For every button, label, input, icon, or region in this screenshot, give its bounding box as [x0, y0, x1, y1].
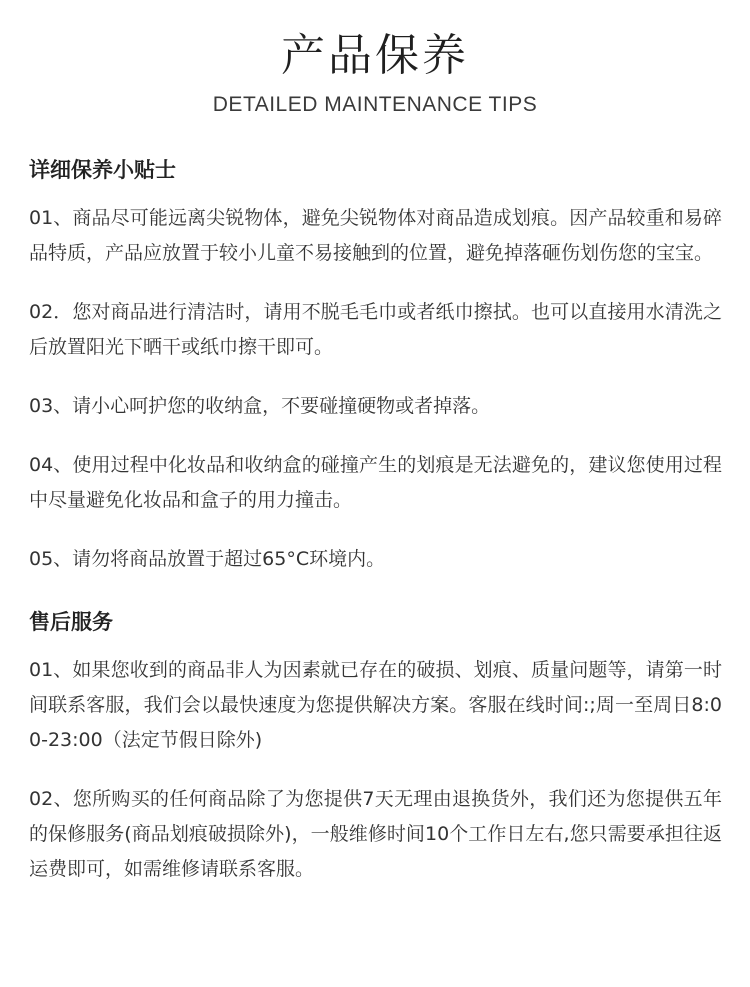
page-header [0, 0, 750, 118]
tip-item: 02．您对商品进行清洁时，请用不脱毛毛巾或者纸巾擦拭。也可以直接用水清洗之后放置阳光下晒干或纸巾擦干即可。 [29, 301, 722, 358]
tip-item: 03、请小心呵护您的收纳盒，不要碰撞硬物或者掉落。 [29, 395, 491, 417]
tip-item: 05、请勿将商品放置于超过65°C环境内。 [29, 548, 386, 570]
maintenance-tips-section [29, 155, 722, 577]
service-item: 01、如果您收到的商品非人为因素就已存在的破损、划痕、质量问题等，请第一时间联系客服，我们会以最快速度为您提供解决方案。客服在线时间:;周一至周日8:00-23:00（法定节假日除外) [29, 659, 722, 751]
section-heading: 详细保养小贴士 [29, 158, 176, 182]
content [29, 155, 722, 911]
section-heading: 售后服务 [29, 610, 113, 634]
service-item: 02、您所购买的任何商品除了为您提供7天无理由退换货外，我们还为您提供五年的保修服务(商品划痕破损除外)，一般维修时间10个工作日左右,您只需要承担往返运费即可，如需维修请联系客服。 [29, 788, 722, 880]
after-sales-section [29, 607, 722, 887]
tip-item: 04、使用过程中化妆品和收纳盒的碰撞产生的划痕是无法避免的，建议您使用过程中尽量避免化妆品和盒子的用力撞击。 [29, 454, 722, 511]
tip-item: 01、商品尽可能远离尖锐物体，避免尖锐物体对商品造成划痕。因产品较重和易碎品特质，产品应放置于较小儿童不易接触到的位置，避免掉落砸伤划伤您的宝宝。 [29, 207, 722, 264]
page-subtitle: DETAILED MAINTENANCE TIPS [212, 93, 538, 116]
page-title: 产品保养 [281, 30, 469, 81]
